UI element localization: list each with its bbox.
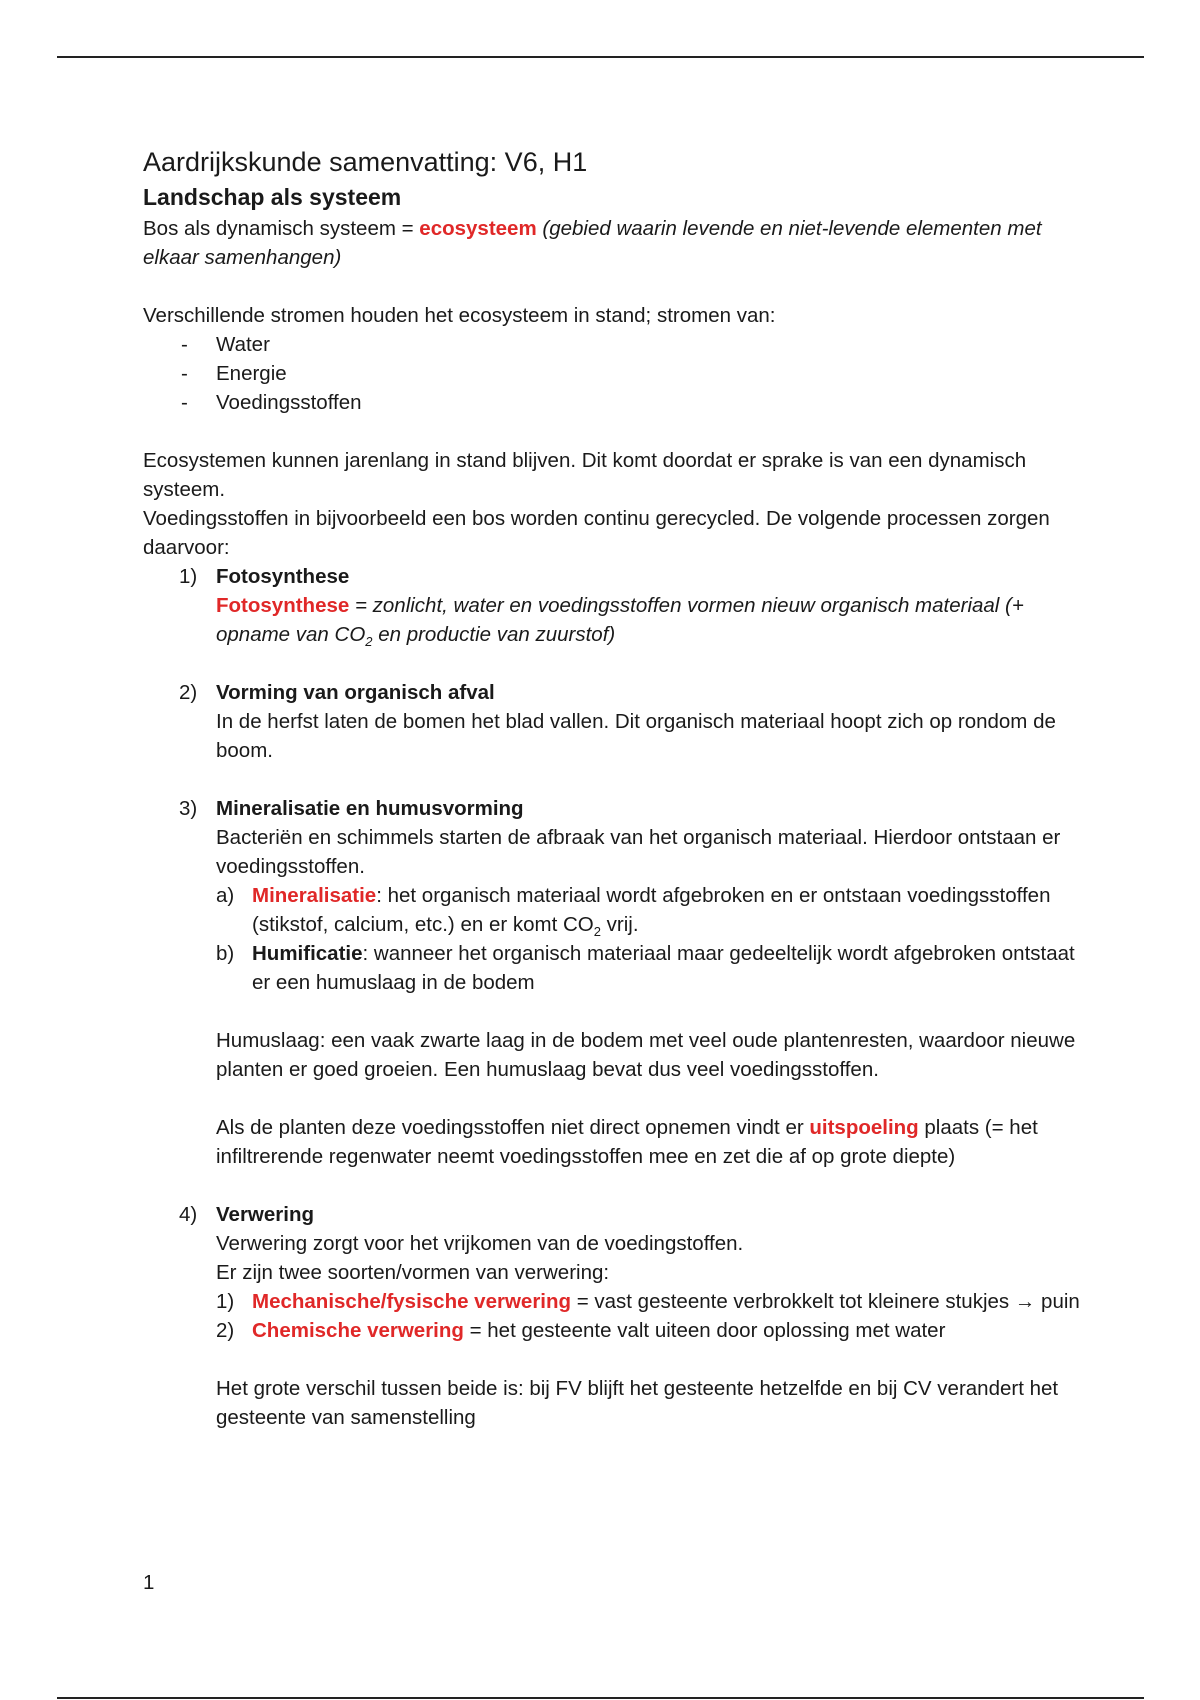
list-item: - Energie [143,359,1083,388]
conclusion-paragraph: Het grote verschil tussen beide is: bij FV blijft het gesteente hetzelfde en bij CV verandert het gesteente van samenstelling [216,1377,1059,1429]
document-page [143,142,1083,1432]
list-marker: 2) [216,1319,235,1342]
header-rule [57,56,1144,58]
list-marker: 2) [179,681,198,704]
process-heading: Mineralisatie en humusvorming [216,797,524,820]
process-text: In de herfst laten de bomen het blad vallen. Dit organisch materiaal hoopt zich op rondom de boom. [216,710,1056,762]
sub-item-chemische-verwering: 2) Chemische verwering = het gesteente valt uiteen door oplossing met water [216,1316,1083,1345]
process-heading: Vorming van organisch afval [216,681,495,704]
dash-bullet: - [181,333,188,356]
flows-list [143,330,1083,417]
process-heading: Verwering [216,1203,314,1226]
document-title: Aardrijkskunde samenvatting: V6, H1 [143,147,588,177]
arrow-right-icon: → [1014,1290,1036,1313]
humus-paragraph: Humuslaag: een vaak zwarte laag in de bodem met veel oude plantenresten, waardoor nieuwe planten er goed groeien. Een humuslaag bevat dus veel voedingsstoffen. [216,1029,1076,1081]
intro-definition: (gebied waarin levende en niet-levende elementen met elkaar samenhangen) [143,217,1042,269]
process-heading: Fotosynthese [216,565,350,588]
section-heading: Landschap als systeem [143,184,402,210]
process-organisch-afval [143,678,1083,765]
sub-item-mineralisatie: a) Mineralisatie: het organisch materiaal wordt afgebroken en er ontstaan voedingsstoffen (stikstof, calcium, etc.) en er komt $CO_2$ vrij. [216,881,1083,939]
list-marker: b) [216,942,235,965]
list-marker: 4) [179,1203,198,1226]
dash-bullet: - [181,391,188,414]
term-fotosynthese: Fotosynthese [216,594,350,617]
list-marker: a) [216,884,235,907]
process-mineralisatie [143,794,1083,1171]
list-item: - Water [143,330,1083,359]
paragraph-recycling: Voedingsstoffen in bijvoorbeeld een bos worden continu gerecycled. De volgende processen zorgen daarvoor: [143,507,1050,559]
list-marker: 1) [216,1290,235,1313]
sub-item-humificatie: b) Humificatie: wanneer het organisch materiaal maar gedeeltelijk wordt afgebroken ontstaat er een humuslaag in de bodem [216,939,1083,997]
process-fotosynthese [143,562,1083,649]
process-verwering [143,1200,1083,1432]
list-marker: 3) [179,797,198,820]
flows-intro: Verschillende stromen houden het ecosysteem in stand; stromen van: [143,304,776,327]
process-definition: Fotosynthese = zonlicht, water en voedingsstoffen vormen nieuw organisch materiaal (+ opname van $CO_2$ en productie van zuurstof) [216,594,1024,650]
process-text: Verwering zorgt voor het vrijkomen van de voedingstoffen. [216,1232,744,1255]
paragraph-dynamic-system: Ecosystemen kunnen jarenlang in stand blijven. Dit komt doordat er sprake is van een dynamisch systeem. [143,449,1027,501]
term-chemische-verwering: Chemische verwering [252,1319,464,1342]
term-ecosysteem: ecosysteem [419,217,537,240]
intro-paragraph [143,214,1083,272]
term-humificatie: Humificatie [252,942,363,965]
term-mechanische-verwering: Mechanische/fysische verwering [252,1290,572,1313]
leaching-paragraph: Als de planten deze voedingsstoffen niet direct opnemen vindt er uitspoeling plaats (= het infiltrerende regenwater neemt voedingsstoffen mee en zet die af op grote diepte) [216,1116,1038,1168]
page-number: 1 [143,1571,155,1594]
process-text: Bacteriën en schimmels starten de afbraak van het organisch materiaal. Hierdoor ontstaan er voedingsstoffen. [216,826,1061,878]
list-item: - Voedingsstoffen [143,388,1083,417]
process-text: Er zijn twee soorten/vormen van verwering: [216,1261,610,1284]
dash-bullet: - [181,362,188,385]
footer-rule [57,1697,1144,1699]
sub-item-mechanische-verwering: 1) Mechanische/fysische verwering = vast gesteente verbrokkelt tot kleinere stukjes → puin [216,1287,1083,1316]
term-uitspoeling: uitspoeling [809,1116,919,1139]
list-marker: 1) [179,565,198,588]
intro-prefix: Bos als dynamisch systeem = [143,217,420,240]
term-mineralisatie: Mineralisatie [252,884,377,907]
